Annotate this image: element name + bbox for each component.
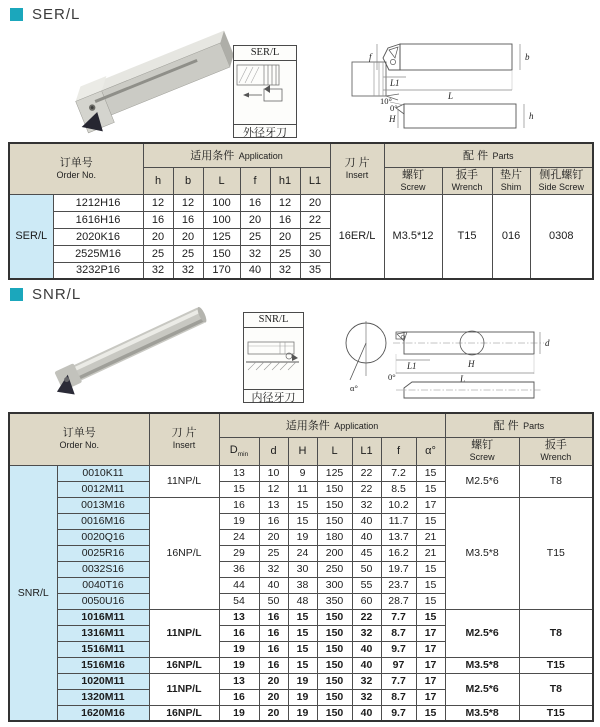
value-cell: 17: [416, 625, 445, 641]
screw-cell: M2.5*6: [445, 673, 519, 705]
col-header: L: [203, 167, 240, 194]
value-cell: 44: [219, 577, 259, 593]
section-header-snrl: [10, 286, 81, 303]
value-cell: 97: [381, 657, 416, 673]
value-cell: 150: [317, 625, 352, 641]
header-row: [9, 413, 593, 437]
value-cell: 50: [352, 561, 381, 577]
col-header: f: [381, 437, 416, 465]
value-cell: 25: [240, 228, 270, 245]
section-title-serl: SER/L: [32, 6, 81, 23]
value-cell: 17: [416, 689, 445, 705]
value-cell: 16: [219, 689, 259, 705]
order-no-cell: 1020M11: [57, 673, 149, 689]
order-no-cell: 1516M11: [57, 641, 149, 657]
dim-label-l: L: [448, 91, 454, 101]
serl-table: [8, 142, 594, 280]
value-cell: 100: [203, 211, 240, 228]
part-col-header: [530, 167, 593, 194]
dim-label-H: H: [389, 114, 396, 124]
parts-header: [384, 143, 593, 167]
snrl-diagram-box-figure: [244, 328, 303, 389]
wrench-cell: T15: [519, 497, 593, 609]
value-cell: 20: [173, 228, 203, 245]
snrl-table: [8, 412, 594, 722]
value-cell: 21: [416, 545, 445, 561]
value-cell: 16: [259, 641, 288, 657]
order-no-cell: 1320M11: [57, 689, 149, 705]
value-cell: 15: [288, 625, 317, 641]
value-cell: 24: [288, 545, 317, 561]
col-header: L1: [352, 437, 381, 465]
value-cell: 25: [143, 245, 173, 262]
part-cell: 0308: [530, 194, 593, 279]
order-no-header: [9, 413, 149, 465]
value-cell: 17: [416, 641, 445, 657]
col-header: L: [317, 437, 352, 465]
value-cell: 125: [203, 228, 240, 245]
value-cell: 21: [416, 529, 445, 545]
header-row: [9, 143, 593, 167]
serl-product-photo: [40, 28, 255, 140]
header-label-en: Order No.: [59, 440, 100, 451]
value-cell: 150: [317, 641, 352, 657]
value-cell: 32: [352, 497, 381, 513]
value-cell: 13: [219, 673, 259, 689]
header-label-cn: 适用条件: [190, 150, 235, 163]
application-header: [143, 143, 330, 167]
order-no-cell: 2525M16: [53, 245, 143, 262]
screw-cell: M3.5*8: [445, 497, 519, 609]
value-cell: 7.7: [381, 673, 416, 689]
order-no-cell: 0016M16: [57, 513, 149, 529]
order-no-cell: 0010K11: [57, 465, 149, 481]
value-cell: 28.7: [381, 593, 416, 609]
dim-label-d: d: [545, 338, 550, 348]
value-cell: 7.7: [381, 609, 416, 625]
table-row: [9, 194, 593, 211]
value-cell: 10.2: [381, 497, 416, 513]
header-label-en: Application: [238, 151, 283, 162]
screw-cell: M2.5*6: [445, 609, 519, 657]
order-no-cell: 1316M11: [57, 625, 149, 641]
header-label-en: Order No.: [56, 169, 97, 180]
value-cell: 16: [143, 211, 173, 228]
value-cell: 13: [219, 609, 259, 625]
section-bullet-icon: [10, 8, 23, 21]
col-header: L1: [300, 167, 330, 194]
order-no-cell: 0050U16: [57, 593, 149, 609]
value-cell: 8.7: [381, 625, 416, 641]
value-cell: 15: [416, 481, 445, 497]
value-cell: 8.5: [381, 481, 416, 497]
insert-header: [149, 413, 219, 465]
dim-label-l: L: [460, 374, 466, 384]
value-cell: 150: [317, 513, 352, 529]
part-cell: M3.5*12: [384, 194, 442, 279]
value-cell: 20: [259, 529, 288, 545]
header-label-en: Insert: [172, 440, 196, 451]
wrench-cell: T8: [519, 673, 593, 705]
screw-cell: M3.5*8: [445, 705, 519, 721]
value-cell: 180: [317, 529, 352, 545]
value-cell: 45: [352, 545, 381, 561]
value-cell: 125: [317, 465, 352, 481]
header-label-cn: 螺钉: [402, 168, 425, 181]
value-cell: 15: [416, 465, 445, 481]
value-cell: 19: [219, 641, 259, 657]
group-label-cell: SNR/L: [9, 465, 57, 721]
value-cell: 20: [143, 228, 173, 245]
value-cell: 10: [259, 465, 288, 481]
value-cell: 9.7: [381, 641, 416, 657]
section-header-serl: [10, 6, 80, 23]
value-cell: 40: [352, 657, 381, 673]
value-cell: 16: [259, 609, 288, 625]
insert-cell: 16NP/L: [149, 497, 219, 609]
order-no-header: [9, 143, 143, 194]
value-cell: 200: [317, 545, 352, 561]
header-label-en: Shim: [500, 181, 522, 192]
header-label-cn: 配 件: [493, 420, 519, 433]
header-label-cn: 螺钉: [471, 439, 494, 451]
value-cell: 15: [416, 561, 445, 577]
header-label-cn: 刀 片: [344, 156, 370, 169]
internal-threading-sketch: [244, 328, 301, 384]
value-cell: 12: [259, 481, 288, 497]
external-threading-sketch: [234, 61, 294, 119]
value-cell: 11.7: [381, 513, 416, 529]
value-cell: 19: [219, 513, 259, 529]
insert-cell: 11NP/L: [149, 465, 219, 497]
order-no-cell: 3232P16: [53, 262, 143, 279]
value-cell: 22: [300, 211, 330, 228]
order-no-cell: 0025R16: [57, 545, 149, 561]
serl-diagram-box-caption: 外径牙刀: [234, 124, 296, 141]
col-header: d: [259, 437, 288, 465]
group-label-cell: SER/L: [9, 194, 53, 279]
header-label-en: Screw: [400, 181, 426, 192]
value-cell: 60: [352, 593, 381, 609]
col-header: $D_{min}$: [219, 437, 259, 465]
value-cell: 15: [288, 641, 317, 657]
section-bullet-icon: [10, 288, 23, 301]
snrl-technical-drawings: [300, 298, 598, 410]
insert-header: [330, 143, 384, 194]
value-cell: 150: [317, 481, 352, 497]
part-col-header: [492, 167, 530, 194]
part-cell: T15: [442, 194, 492, 279]
snrl-diagram-box: [243, 312, 304, 403]
header-label-en: Parts: [523, 421, 545, 432]
order-no-cell: 1212H16: [53, 194, 143, 211]
value-cell: 32: [173, 262, 203, 279]
value-cell: 170: [203, 262, 240, 279]
value-cell: 250: [317, 561, 352, 577]
value-cell: 25: [270, 245, 300, 262]
value-cell: 25: [300, 228, 330, 245]
value-cell: 9.7: [381, 705, 416, 721]
table-row: [9, 497, 593, 513]
serl-diagram-box: [233, 45, 297, 138]
snrl-diagram-box-caption: 内径牙刀: [244, 389, 303, 406]
value-cell: 15: [416, 609, 445, 625]
value-cell: 16: [259, 657, 288, 673]
value-cell: 40: [352, 529, 381, 545]
value-cell: 32: [240, 245, 270, 262]
value-cell: 40: [240, 262, 270, 279]
order-no-cell: 0020Q16: [57, 529, 149, 545]
snrl-product-photo: [22, 303, 237, 407]
value-cell: 20: [259, 673, 288, 689]
value-cell: 12: [173, 194, 203, 211]
value-cell: 40: [259, 577, 288, 593]
value-cell: 13: [219, 465, 259, 481]
value-cell: 25: [173, 245, 203, 262]
value-cell: 15: [288, 497, 317, 513]
col-header: h: [143, 167, 173, 194]
header-label-cn: 订单号: [59, 156, 93, 169]
value-cell: 15: [288, 513, 317, 529]
value-cell: 7.2: [381, 465, 416, 481]
snrl-diagram-box-title: SNR/L: [244, 313, 303, 328]
screw-cell: M3.5*8: [445, 657, 519, 673]
header-label-cn: 扳手: [456, 168, 479, 181]
col-header: f: [240, 167, 270, 194]
application-header: [219, 413, 445, 437]
value-cell: 16: [259, 625, 288, 641]
order-no-cell: 0013M16: [57, 497, 149, 513]
header-label-en: Screw: [469, 452, 495, 463]
wrench-cell: T15: [519, 657, 593, 673]
value-cell: 150: [317, 705, 352, 721]
value-cell: 16: [259, 513, 288, 529]
value-cell: 32: [270, 262, 300, 279]
value-cell: 24: [219, 529, 259, 545]
value-cell: 35: [300, 262, 330, 279]
value-cell: 15: [219, 481, 259, 497]
wrench-cell: T15: [519, 705, 593, 721]
value-cell: 16: [173, 211, 203, 228]
value-cell: 40: [352, 513, 381, 529]
value-cell: 16: [219, 497, 259, 513]
dim-label-0deg: 0°: [388, 372, 396, 382]
value-cell: 19.7: [381, 561, 416, 577]
header-label-cn: 订单号: [62, 427, 96, 440]
order-no-cell: 0032S16: [57, 561, 149, 577]
value-cell: 40: [352, 641, 381, 657]
value-cell: 16: [240, 194, 270, 211]
value-cell: 19: [288, 689, 317, 705]
value-cell: 20: [240, 211, 270, 228]
value-cell: 32: [143, 262, 173, 279]
value-cell: 150: [317, 497, 352, 513]
value-cell: 16: [270, 211, 300, 228]
insert-cell: 16NP/L: [149, 705, 219, 721]
insert-cell: 16ER/L: [330, 194, 384, 279]
boring-bar: [49, 304, 212, 401]
table-row: [9, 705, 593, 721]
value-cell: 150: [203, 245, 240, 262]
header-label-cn: 刀 片: [171, 427, 197, 440]
wrench-cell: T8: [519, 609, 593, 657]
col-header: H: [288, 437, 317, 465]
header-label-cn: 配 件: [463, 150, 489, 163]
value-cell: 20: [259, 689, 288, 705]
value-cell: 36: [219, 561, 259, 577]
order-no-cell: 0040T16: [57, 577, 149, 593]
value-cell: 13.7: [381, 529, 416, 545]
value-cell: 54: [219, 593, 259, 609]
value-cell: 32: [352, 673, 381, 689]
value-cell: 17: [416, 673, 445, 689]
value-cell: 19: [219, 705, 259, 721]
value-cell: 150: [317, 673, 352, 689]
value-cell: 12: [143, 194, 173, 211]
value-cell: 15: [288, 657, 317, 673]
value-cell: 38: [288, 577, 317, 593]
order-no-cell: 1516M16: [57, 657, 149, 673]
value-cell: 30: [288, 561, 317, 577]
dim-label-0deg: 0°: [390, 103, 398, 113]
order-no-cell: 1016M11: [57, 609, 149, 625]
header-label-en: Parts: [492, 151, 514, 162]
value-cell: 16.2: [381, 545, 416, 561]
value-cell: 19: [288, 705, 317, 721]
dim-label-alpha: α°: [350, 383, 358, 393]
dim-label-l1: L1: [407, 361, 417, 371]
col-header: h1: [270, 167, 300, 194]
value-cell: 15: [416, 705, 445, 721]
value-cell: 20: [300, 194, 330, 211]
value-cell: 15: [288, 609, 317, 625]
serl-diagram-box-title: SER/L: [234, 46, 296, 61]
value-cell: 19: [288, 529, 317, 545]
table-row: [9, 657, 593, 673]
value-cell: 32: [259, 561, 288, 577]
dim-label-10deg: 10°: [380, 96, 392, 106]
header-label-en: Side Screw: [538, 181, 585, 192]
value-cell: 15: [416, 577, 445, 593]
part-col-header: [384, 167, 442, 194]
order-no-cell: 1616H16: [53, 211, 143, 228]
col-header: α°: [416, 437, 445, 465]
screw-cell: M2.5*6: [445, 465, 519, 497]
table-row: [9, 673, 593, 689]
value-cell: 17: [416, 497, 445, 513]
dim-label-f: f: [369, 52, 372, 62]
value-cell: 22: [352, 609, 381, 625]
insert-cell: 16NP/L: [149, 657, 219, 673]
part-col-header: [442, 167, 492, 194]
value-cell: 19: [288, 673, 317, 689]
value-cell: 22: [352, 465, 381, 481]
dim-label-h: h: [529, 111, 534, 121]
value-cell: 20: [270, 228, 300, 245]
header-label-en: Wrench: [451, 181, 483, 192]
part-col-header: [445, 437, 519, 465]
value-cell: 15: [416, 593, 445, 609]
header-label-cn: 垫片: [500, 168, 523, 181]
table-row: [9, 465, 593, 481]
section-title-snrl: SNR/L: [32, 286, 82, 303]
value-cell: 29: [219, 545, 259, 561]
value-cell: 30: [300, 245, 330, 262]
col-header: b: [173, 167, 203, 194]
dim-label-b: b: [525, 52, 530, 62]
part-cell: 016: [492, 194, 530, 279]
order-no-cell: 2020K16: [53, 228, 143, 245]
header-label-en: Application: [334, 421, 379, 432]
value-cell: 15: [416, 513, 445, 529]
value-cell: 150: [317, 609, 352, 625]
value-cell: 48: [288, 593, 317, 609]
dim-label-l1: L1: [390, 78, 400, 88]
value-cell: 150: [317, 657, 352, 673]
value-cell: 300: [317, 577, 352, 593]
value-cell: 23.7: [381, 577, 416, 593]
toolholder-shank: [67, 29, 241, 138]
insert-cell: 11NP/L: [149, 673, 219, 705]
value-cell: 25: [259, 545, 288, 561]
value-cell: 100: [203, 194, 240, 211]
order-no-cell: 1620M16: [57, 705, 149, 721]
value-cell: 350: [317, 593, 352, 609]
value-cell: 19: [219, 657, 259, 673]
header-label-cn: 侧孔螺钉: [539, 168, 584, 181]
value-cell: 12: [270, 194, 300, 211]
serl-technical-drawings: [300, 28, 598, 140]
header-label-en: Insert: [345, 169, 369, 180]
value-cell: 40: [352, 705, 381, 721]
value-cell: 22: [352, 481, 381, 497]
value-cell: 50: [259, 593, 288, 609]
header-label-en: Wrench: [540, 452, 572, 463]
value-cell: 16: [219, 625, 259, 641]
value-cell: 32: [352, 625, 381, 641]
table-row: [9, 609, 593, 625]
dim-label-H: H: [468, 359, 475, 369]
part-col-header: [519, 437, 593, 465]
value-cell: 13: [259, 497, 288, 513]
order-no-cell: 0012M11: [57, 481, 149, 497]
value-cell: 11: [288, 481, 317, 497]
header-label-cn: 适用条件: [285, 420, 330, 433]
value-cell: 17: [416, 657, 445, 673]
serl-diagram-box-figure: [234, 61, 296, 124]
value-cell: 20: [259, 705, 288, 721]
value-cell: 9: [288, 465, 317, 481]
insert-cell: 11NP/L: [149, 609, 219, 657]
header-label-cn: 扳手: [544, 439, 567, 451]
parts-header: [445, 413, 593, 437]
value-cell: 32: [352, 689, 381, 705]
value-cell: 55: [352, 577, 381, 593]
value-cell: 150: [317, 689, 352, 705]
value-cell: 8.7: [381, 689, 416, 705]
wrench-cell: T8: [519, 465, 593, 497]
